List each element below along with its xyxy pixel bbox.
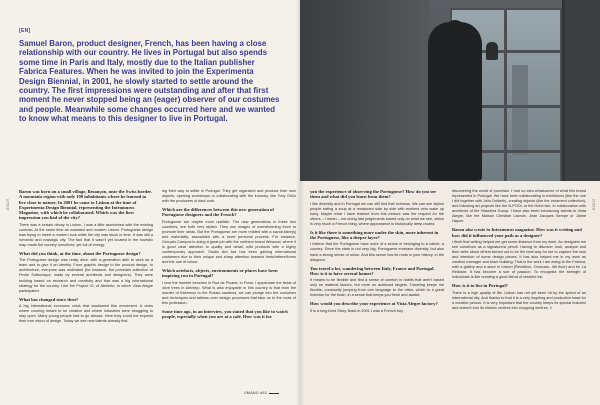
interview-answer: A big international economic crisis that swallowed this movement. A crisis where cunning meant to be creative and where industries were struggling to stay open. Many young people had to go abroad. Here they could not express their true vision of design. Today we see new talents already find- <box>19 303 153 324</box>
side-folio-left: EXD19 <box>6 198 10 210</box>
interview-question: Is it like there is something more under the skin, more inherent in the Portuguese, like a deeper layer? <box>310 229 439 241</box>
text-column-3 <box>310 189 444 317</box>
folio-rule <box>269 393 279 394</box>
interview-question: you the experience of observing the Portuguese? How do you see them and what did you learn from them? <box>310 189 437 200</box>
interview-question: Baron also wrote to Intramuros magazine. How was it writing and how did it influenced your path as a designer? <box>452 227 582 238</box>
text-column-1 <box>19 189 153 327</box>
interview-answer: discovering the world of porcelain. I had no idea whatsoever of what this brand represented in Portugal. We have been collaborating in exhibitions (like the one I did together with Julio Dolbeth), creating objects (like the ornament collection), and following art projects like the B-POOL or the Hotel Isle, in collaboration with architects of the Vilaoleira Group. I have also been introducing talents to Vista Alegre, like the Maison Christian Lacroix, Jean Jacques Sempé or Jaime Hayon. <box>452 189 586 224</box>
interview-question: Which are the differences between this new generation of Portuguese designers and the French? <box>162 207 274 218</box>
portrait-photo <box>300 0 600 181</box>
interview-question: You travel a lot, wandering between Italy, France and Portugal. How is it to have several homes? <box>310 265 435 276</box>
language-tag: [EN] <box>19 28 31 34</box>
interview-question: Some time ago, in an interview, you stated that you like to watch people, especially when you are at a café. How was it for <box>162 308 288 320</box>
interview-answer: I like diversity and in Portugal we can still find that richness. We can see stylish people eating a soup at a restaurant side by side with workers who wake up early. Maybe what I have learned from this mixture was the respect for the others – I mean – not doing fast judgements based only on what we see, which is very much a French thing, where appearance is historically deep-rooted. <box>310 201 444 226</box>
interview-answer: It is a long lived Story. Back in 2001 I was a French boy <box>310 308 403 313</box>
interview-answer: There was a certain decay in Lisbon. I was a little astonished with the existing contrast. At the same time an outdated and modern Lisbon. Portuguese design was trying to insert a modern look while the city was stuck in time. It was still a romantic and nostalgic city. The fact that it wasn't yet located in the touristic map made the country unnoticed, yet full of energy. <box>19 222 153 247</box>
interview-question: Baron was born on a small village, Besançon, near the Swiss border. A mountain region with only 100 inhabitants where he learned to live close to nature. In 2001 he came to Lisbon at the time of Experimenta Design Biennial, representing the Intramuros Magazine, with which he collaborated. Which was the first impression you had of the city? <box>19 189 152 221</box>
interview-answer: I love the humble benches in Rua de Picaria, in Porto. I appreciate the fields of olive trees in Alentejo. What is also enjoyable in this country is that from the murder of Estremoz to the Rossio sardines, we can plunge into the costumes and techniques and tableau-over design processes that take us to the roots of this profession. <box>162 280 296 305</box>
text-column-4 <box>452 189 586 314</box>
page-folio <box>244 391 279 395</box>
interview-answer: It means to be flexible and find a sense of comfort in habits that aren't based only on material factors, but more on achieved targets. Traveling keeps me flexible, constantly jumping from one language to the other, which is a great exercise for the brain, in a sense that keeps you fresh and awake. <box>310 278 444 298</box>
person-silhouette <box>428 22 482 181</box>
interview-answer: Portuguese are maybe more realistic. The new generations in these two countries, are both very stylish. They use images of overwhelming force to promote their ideas. But the Portuguese are more related with a savoir-faire(s) and materiality, associated with a more personal process. For instance, Gonçalo Campos is doing a great job with the northern brand Wewood, where it is good clear attention to quality and detail, with products with a highly contemporary approach. Studio Ara Ara has been gaining international customers due to their unique and sharp attention towards fonts/letters/forms and the use of colour. <box>162 219 296 265</box>
text-column-2 <box>162 189 296 322</box>
interview-question: Which artefacts, objects, environments or places have been inspiring you in Portugal? <box>162 268 278 279</box>
interview-question: How would you describe your experience at Vista Alegre factory? <box>310 301 438 307</box>
interview-answer: The Portuguese design was really alive, with a generation able to work as a team and to give it an identity. From graphic design to the product design, to architecture, everyone was motivated (for instance, the porcelain collection of Pedro Sottomayor, made by several architects and designers). They were building based on research and creativity and that was a big international strategy for the country. Like the Project OI, of Atelierto, in which Vista Alegre participated. <box>19 258 153 293</box>
interview-answer: ing their way to settle in Portugal. They get organized and produce their own objects, opening workshops or collaborating with the industry, like Tony Grillo with the producers of dark cork. <box>162 189 296 204</box>
interview-question: What has changed since then? <box>19 296 79 302</box>
interview-question: What did you think, at the time, about the Portuguese design? <box>19 251 141 257</box>
interview-answer: I think that writing helped me get some distance from my work. As designers we see ourselves as a signature/a pencil. Having to discover, look, analyse and then write about others turned out to be the best way for me to capture the soul and intention of some design pieces. It has also helped me in my work as creative manager and team building. That is the work I am doing to the Fabrica, with a gallery and a store in Lisbon (Rendition, Oroscaro, 4th floor) and for La Redoute. It has become a sort of passion. To recognise the strength of individuals is like creating a good blend of creative ink. <box>452 239 586 280</box>
folio-text: UMANO #63 <box>244 391 268 395</box>
side-folio-right: EXD19 <box>592 198 596 210</box>
photo-lamp <box>486 42 498 60</box>
photo-wall <box>300 0 430 181</box>
interview-answer: There is a high quality of life. Lisbon has not yet been hit by the speed of an international city. And thanks to that it is a very inspiring and productive base for a creative person. It is very important that the country keeps its special features and doesn't turn its historic centres into shopping centres. // <box>452 290 586 310</box>
interview-question: How is it to live in Portugal? <box>452 283 508 289</box>
lead-paragraph: Samuel Baron, product designer, French, has been having a close relationship with our country. He lives in Portugal but also spends some time in Paris and Italy, mostly due to the Italian publisher Fabrica Features. When he was invited to join the Experimenta Design Biennial, in 2001, he slowly started to settle around the country. The first impressions were outstanding and after that first moment he never stopped being an (eager) observer of our costumes and people. Meanwhile some changes occurred here and we wanted to know what means to this designer to live in Portugal. <box>19 39 280 124</box>
interview-answer: I believe that the Portuguese have more of a sense of belonging to a nation, a country. Since the state is not very big, Portuguese embrace diversity, but also have a strong sense of union. And this sense has its roots in your history, in the diaspora. <box>310 242 444 262</box>
photo-tower <box>512 65 528 155</box>
